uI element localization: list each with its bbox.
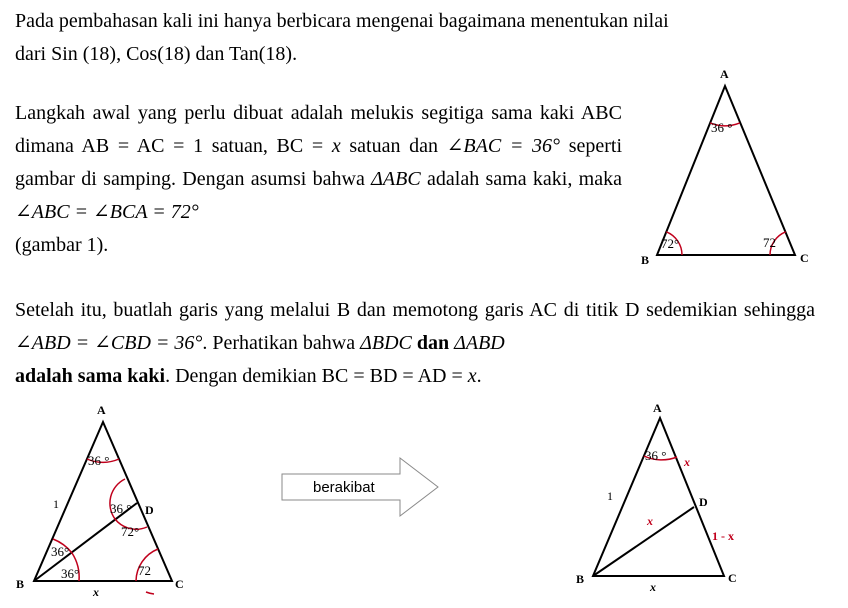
vertex-b-label-2: B	[16, 577, 25, 591]
var-x-2: x	[467, 365, 477, 387]
vertex-a-label: A	[720, 67, 729, 81]
angle-a-label-2: 36 °	[88, 453, 110, 468]
angle-b-label: 72°	[661, 236, 680, 251]
vertex-c-label: C	[800, 251, 809, 265]
side-ab-label-2: 1	[53, 497, 59, 511]
angle-equality-formula: ∠ABC = ∠BCA = 72°	[15, 201, 199, 223]
angle-abd-label: 36°	[51, 544, 70, 559]
angle-abd-cbd-formula: ∠ABD = ∠CBD = 36°	[15, 332, 203, 354]
step-two-and: dan	[411, 332, 455, 354]
side-ad-label: x	[684, 455, 690, 469]
vertex-b-label: B	[641, 253, 650, 267]
angle-a-label: 36 °	[711, 120, 733, 135]
vertex-d-label-3: D	[699, 495, 708, 509]
side-ab-label-3: 1	[607, 489, 613, 503]
step-one-text-2: satuan dan	[340, 135, 447, 157]
step-two-text-5: . Dengan demikian BC = BD = AD =	[165, 365, 468, 387]
triangle-bdc-symbol: ΔBDC	[360, 332, 412, 354]
step-one-text-5: (gambar 1).	[15, 234, 109, 256]
angle-bac-formula: ∠BAC = 36°	[446, 135, 561, 157]
step-one-text-4: adalah sama kaki, maka	[420, 168, 622, 190]
side-bc-label-2: x	[93, 585, 99, 599]
vertex-a-label-2: A	[97, 403, 106, 417]
vertex-d-label-2: D	[145, 503, 154, 517]
angle-c-label-2: 72	[138, 563, 151, 578]
vertex-a-label-3: A	[653, 401, 662, 415]
triangle-abd-symbol: ΔABD	[454, 332, 505, 354]
intro-line-2: dari Sin (18), Cos(18) dan Tan(18).	[15, 43, 298, 65]
angle-adb-label: 36 °	[110, 501, 132, 516]
intro-line-1: Pada pembahasan kali ini hanya berbicara mengenai bagaimana menentukan nilai	[15, 10, 669, 32]
step-one-text-3: seperti gambar di samping. Dengan asumsi bahwa	[15, 135, 623, 190]
vertex-b-label-3: B	[576, 572, 585, 586]
triangle-abc-symbol: ΔABC	[371, 168, 421, 190]
side-dc-label: 1 - x	[712, 529, 734, 543]
arrow-label: berakibat	[313, 479, 375, 496]
isosceles-statement: adalah sama kaki	[15, 365, 166, 387]
angle-bdc-label: 72°	[121, 524, 140, 539]
side-bc-label-3: x	[650, 580, 656, 594]
side-bd-label: x	[647, 514, 653, 528]
step-one-text-1: Langkah awal yang perlu dibuat adalah melukis segitiga sama kaki ABC dimana AB = AC = 1 satuan, BC =	[15, 102, 622, 157]
step-two-text-1: Setelah itu, buatlah garis yang melalui B dan memotong garis AC di titik D sedemikian sehingga	[15, 299, 815, 321]
vertex-c-label-2: C	[175, 577, 184, 591]
step-two-period: .	[476, 365, 482, 387]
vertex-c-label-3: C	[728, 571, 737, 585]
angle-a-label-3: 36 °	[645, 448, 667, 463]
var-x: x	[331, 135, 341, 157]
angle-c-label: 72	[763, 235, 776, 250]
step-two-text-2: . Perhatikan bahwa	[202, 332, 361, 354]
angle-dbc-label: 36°	[61, 566, 80, 581]
